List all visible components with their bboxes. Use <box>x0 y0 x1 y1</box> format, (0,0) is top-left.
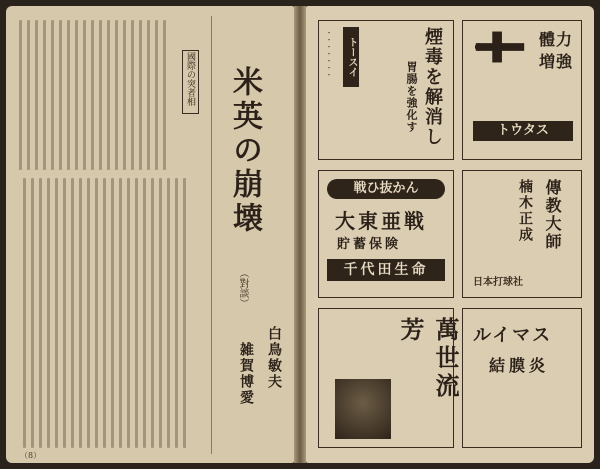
ad-smoke-headline: 煙毒を解消し <box>422 27 443 147</box>
title-divider <box>211 16 212 454</box>
airplane-icon <box>471 27 529 67</box>
book-gutter <box>294 6 306 463</box>
ad-war-line-3: 貯蓄保険 <box>337 237 402 252</box>
article-subtitle: （對談） <box>237 268 248 308</box>
ad-war-brand: 千代田生命 <box>327 259 445 281</box>
ad-book-publisher: 日本打球社 <box>473 277 523 288</box>
ad-book <box>462 170 582 298</box>
portrait-image <box>335 379 391 439</box>
ad-plane-brand: トウタス <box>473 121 573 141</box>
ad-war-line-2: 大東亜戦 <box>335 209 427 233</box>
ad-book-title: 傳教大師 <box>543 179 562 251</box>
ad-plane-headline-2: 増強 <box>539 52 574 71</box>
author-1: 白鳥敏夫 <box>266 326 282 390</box>
body-text-column-bottom-left <box>18 178 188 448</box>
ad-smoke-brand: トースイ <box>343 27 359 87</box>
ad-resin-brand: ルイマス <box>473 325 553 346</box>
page-number: （8） <box>20 451 42 460</box>
ad-smoke-sub: 胃腸を強化す <box>405 61 418 133</box>
ad-resin-sub: 結膜炎 <box>489 356 550 375</box>
ad-resin <box>462 308 582 448</box>
ad-banzai-title: 萬世流芳 <box>396 317 460 401</box>
body-text-column-top-left <box>18 20 168 170</box>
ad-smoke-small-text: ・・・・・・・ <box>325 29 333 78</box>
ad-war-line-1: 戦ひ抜かん <box>327 179 445 199</box>
ad-plane <box>462 20 582 160</box>
article-title: 米英の崩壊 <box>227 66 262 236</box>
left-page <box>6 6 294 463</box>
author-2: 雑賀博愛 <box>238 342 254 406</box>
ad-banzai <box>318 308 460 448</box>
right-page <box>306 6 594 463</box>
ad-plane-headline-1: 體力 <box>539 30 574 49</box>
ad-war <box>318 170 454 298</box>
ad-book-author: 楠木正成 <box>517 179 533 243</box>
ad-smoke <box>318 20 454 160</box>
intro-box-heading: 國際の突者相 <box>182 50 199 114</box>
